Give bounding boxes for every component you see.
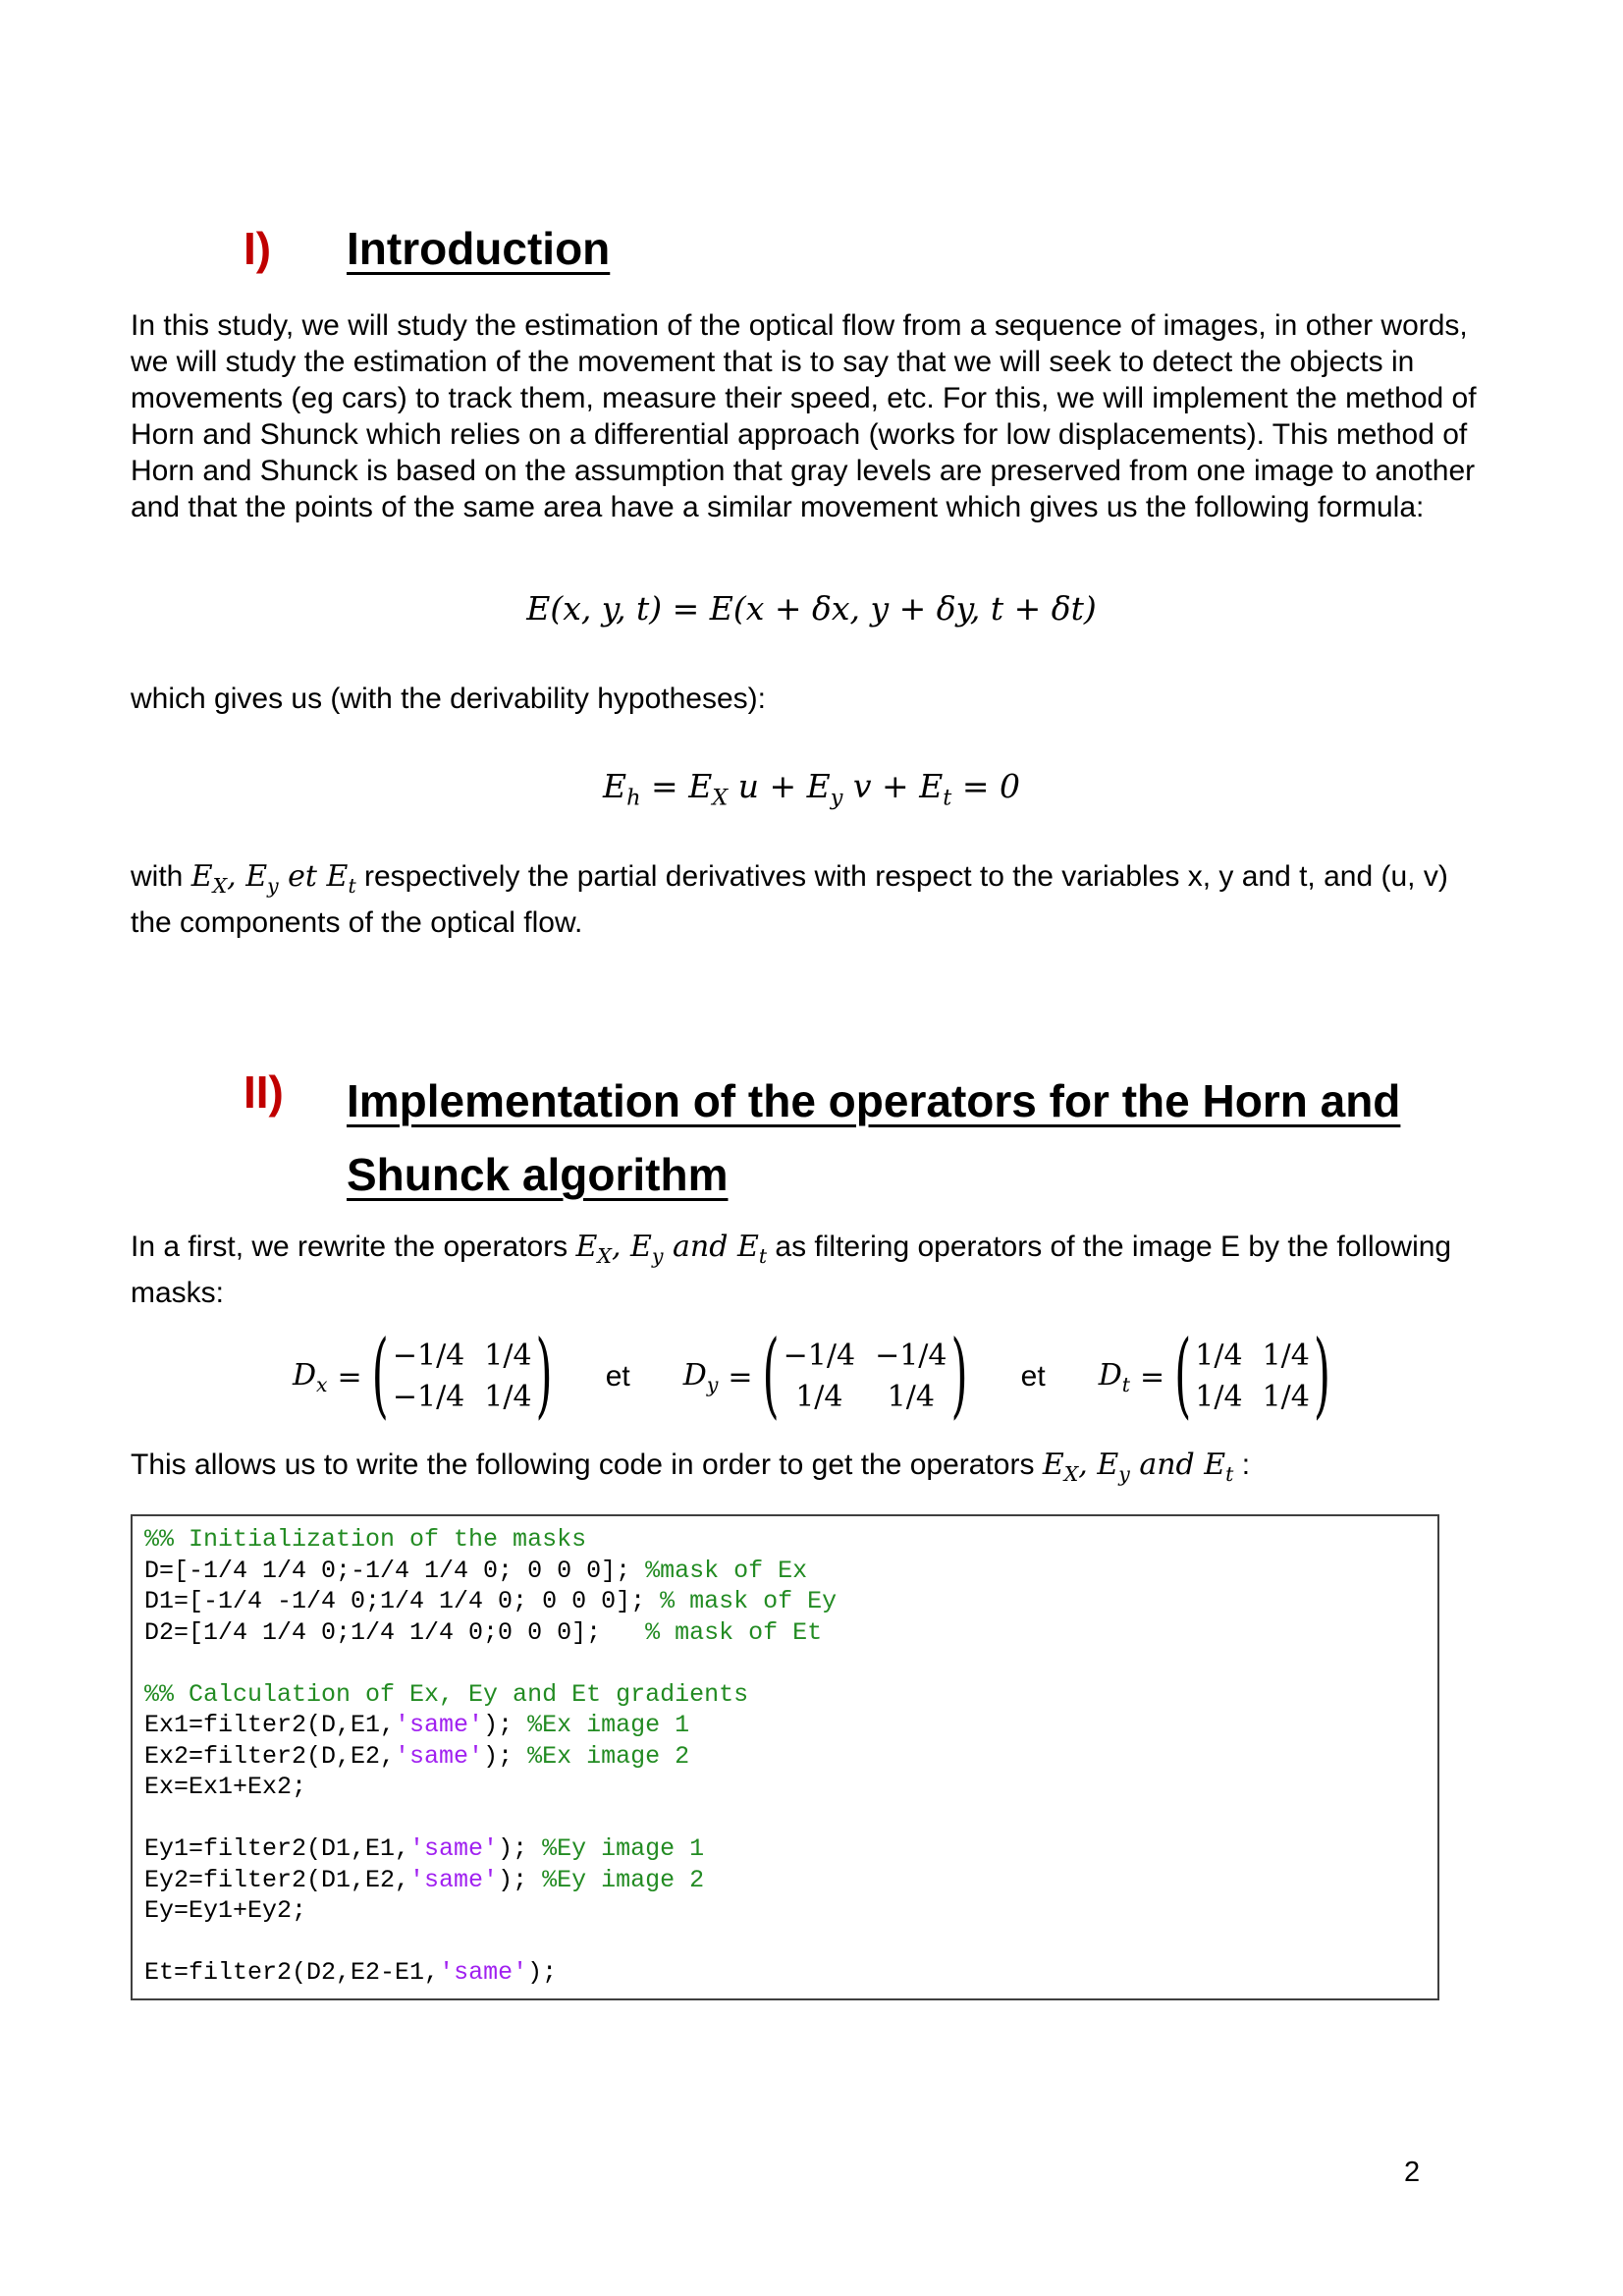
- matrix-symbol: $D_x$: [292, 1357, 328, 1396]
- equals-sign: =: [337, 1359, 362, 1394]
- code-intro-paragraph: This allows us to write the following code in order to get the operators $E_X$, $E_y$ and $E_t$ :: [131, 1448, 1251, 1487]
- intro-paragraph: In this study, we will study the estimation of the optical flow from a sequence of images, in other words, we will study the estimation of the movement that is to say that we will seek to detect the objects in movements (eg cars) to track them, measure their speed, etc. For this, we will implement the method of Horn and Shunck which relies on a differential approach (works for low displacements). This method of Horn and Shunck is based on the assumption that gray levels are preserved from one image to another and that the points of the same area have a similar movement which gives us the following formula:: [131, 308, 1477, 523]
- code-line: %% Calculation of Ex, Ey and Et gradients: [144, 1679, 749, 1709]
- section-heading-2: [243, 1065, 1492, 1211]
- matrix-cell: 1/4: [795, 1379, 843, 1414]
- matrix-cell: −1/4: [392, 1379, 465, 1414]
- equals-sign: =: [1139, 1359, 1165, 1394]
- code-line: Ey2=filter2(D1,E2,'same'); %Ey image 2: [144, 1865, 705, 1894]
- code-line: %% Initialization of the masks: [144, 1525, 587, 1555]
- close-paren: ): [1313, 1322, 1331, 1430]
- code-line: Et=filter2(D2,E2-E1,'same');: [144, 1958, 558, 1988]
- code-line: Ex2=filter2(D,E2,'same'); %Ex image 2: [144, 1741, 690, 1771]
- derivability-paragraph: which gives us (with the derivability hypotheses):: [131, 683, 766, 716]
- section-heading-1: [243, 221, 1492, 278]
- equals-sign: =: [728, 1359, 753, 1394]
- section-title: Introduction: [347, 223, 611, 274]
- code-line: [144, 1927, 1430, 1958]
- section-title: Implementation of the operators for the Horn and Shunck algorithm: [347, 1075, 1401, 1200]
- matrix-dy: [682, 1322, 968, 1430]
- matrix-values: [784, 1337, 947, 1417]
- matrix-values: [393, 1337, 532, 1417]
- matrix-symbol: $D_y$: [682, 1357, 719, 1396]
- masks-row: [131, 1322, 1492, 1430]
- code-line: Ex=Ex1+Ex2;: [144, 1773, 307, 1802]
- matrix-subscript: t: [1121, 1372, 1130, 1396]
- matrix-subscript: x: [316, 1372, 328, 1396]
- code-line: [144, 1803, 1430, 1834]
- et-separator: et: [1020, 1360, 1046, 1394]
- matlab-code-block: [131, 1514, 1439, 2000]
- partial-derivatives-paragraph: with $E_X$, $E_y$ et $E_t$ respectively the partial derivatives with respect to the variables x, y and t, and (u, v) the components of the optical flow.: [131, 859, 1448, 940]
- matrix-cell: 1/4: [1262, 1379, 1310, 1414]
- matrix-cell: 1/4: [484, 1379, 532, 1414]
- matrix-symbol: $D_t$: [1098, 1357, 1130, 1396]
- matrix-dt: [1098, 1322, 1331, 1430]
- code-line: D1=[-1/4 -1/4 0;1/4 1/4 0; 0 0 0]; % mask of Ey: [144, 1587, 838, 1616]
- code-line: D2=[1/4 1/4 0;1/4 1/4 0;0 0 0]; % mask of Et: [144, 1617, 823, 1647]
- matrix-cell: 1/4: [887, 1379, 935, 1414]
- operators-paragraph: In a first, we rewrite the operators $E_X$, $E_y$ and $E_t$ as filtering operators of the image E by the following masks:: [131, 1230, 1452, 1310]
- open-paren: (: [762, 1322, 780, 1430]
- code-line: D=[-1/4 1/4 0;-1/4 1/4 0; 0 0 0]; %mask of Ex: [144, 1556, 808, 1585]
- matrix-dx: [292, 1322, 553, 1430]
- close-paren: ): [535, 1322, 553, 1430]
- code-line: Ey=Ey1+Ey2;: [144, 1896, 307, 1926]
- section-number: II): [243, 1066, 284, 1119]
- code-line: Ex1=filter2(D,E1,'same'); %Ex image 1: [144, 1711, 690, 1740]
- matrix-subscript: y: [706, 1372, 719, 1396]
- code-line: [144, 1648, 1430, 1679]
- section-number: I): [243, 223, 272, 274]
- page-number: 2: [1404, 2157, 1421, 2188]
- et-separator: et: [605, 1360, 630, 1394]
- matrix-cell: −1/4: [783, 1339, 856, 1374]
- matrix-cell: 1/4: [1195, 1379, 1243, 1414]
- matrix-values: [1195, 1337, 1310, 1417]
- formula-gradient-constraint: $E_h = E_X$ $u + E_y$ $v + E_t = 0$: [603, 767, 1020, 811]
- open-paren: (: [1174, 1322, 1192, 1430]
- matrix-cell: −1/4: [875, 1339, 947, 1374]
- matrix-cell: 1/4: [484, 1339, 532, 1374]
- code-line: Ey1=filter2(D1,E1,'same'); %Ey image 1: [144, 1834, 705, 1864]
- close-paren: ): [950, 1322, 968, 1430]
- matrix-cell: 1/4: [1195, 1339, 1243, 1374]
- open-paren: (: [371, 1322, 389, 1430]
- matrix-cell: 1/4: [1262, 1339, 1310, 1374]
- formula-brightness-conservation: E(x, y, t) = E(x + δx, y + δy, t + δt): [526, 588, 1097, 628]
- matrix-cell: −1/4: [392, 1339, 465, 1374]
